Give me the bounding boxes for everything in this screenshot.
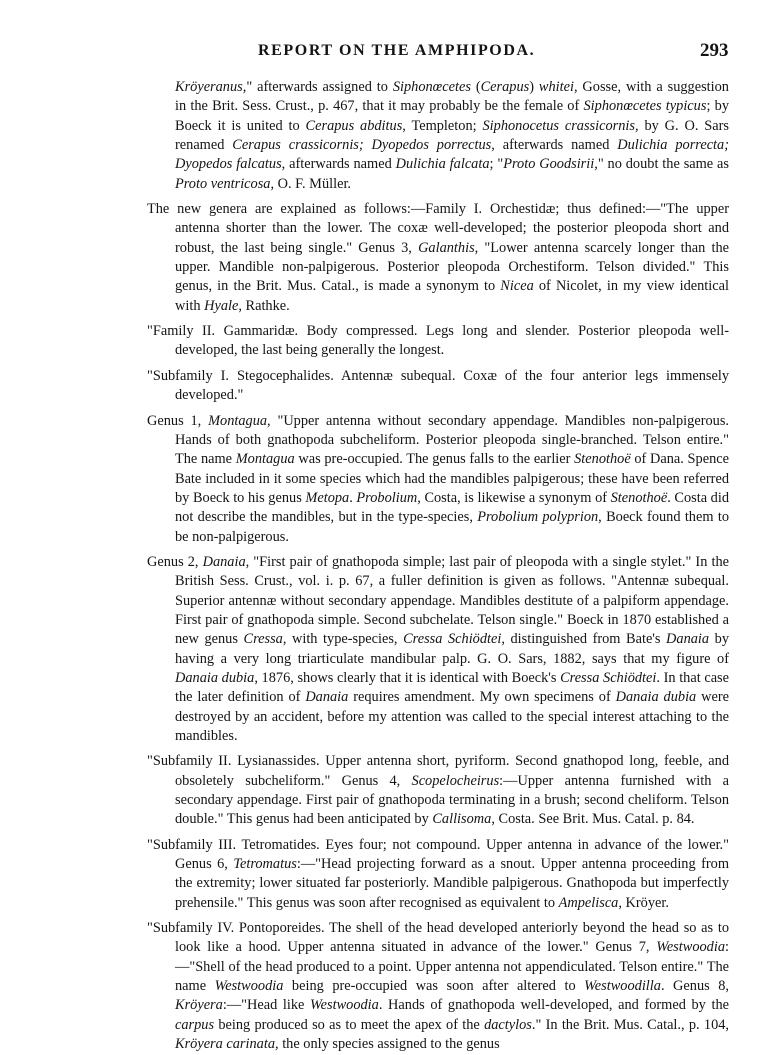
text-run: , "Lower antenna scarcely longer than the upper. Mandible non-palpigerous. Posterior pleopoda Orchestiform. Telson divided." This genus, in the Brit. Mus. Catal., is made a synonym to — [175, 239, 729, 295]
italic-run: Tetromatus — [233, 856, 297, 873]
italic-run: Montagua — [208, 412, 268, 429]
italic-run: Cressa Schiödtei — [403, 631, 502, 648]
italic-run: Probolium — [356, 489, 418, 506]
paragraph — [147, 553, 729, 746]
italic-run: Cressa Schiödtei — [560, 669, 657, 686]
text-run: :—Upper antenna furnished with a secondary appendage. First pair of gnathopoda terminating in a brush; second cheliform. Telson double." This genus had been anticipated by — [175, 772, 729, 828]
italic-run: Proto Goodsirii, — [503, 156, 598, 173]
text-run: of Dana. Spence Bate included in it some species which had the mandibles palpigerous; these have been referred by Boeck to his genus — [175, 451, 729, 506]
text-run: ( — [470, 79, 481, 95]
italic-run: Cerapus crassicornis; Dyopedos porrectus — [232, 137, 492, 154]
italic-run: Danaia — [305, 689, 349, 706]
italic-run: Galanthis — [418, 239, 475, 256]
italic-run: Metopa — [305, 489, 350, 506]
text-run: , by G. O. Sars renamed — [175, 117, 729, 154]
italic-run: Cerapus — [480, 79, 530, 95]
text-run: of Nicolet, in my view identical with — [175, 278, 729, 314]
italic-run: Probolium polyprion — [477, 509, 599, 526]
italic-run: Stenothoë — [610, 489, 668, 506]
italic-run: Siphonœcetes — [392, 79, 471, 95]
text-run: Genus 1, — [147, 412, 209, 429]
italic-run: Kröyera — [175, 997, 223, 1014]
text-run: , 1876, shows clearly that it is identical with Boeck's — [254, 669, 561, 686]
italic-run: Hyale — [204, 297, 239, 314]
italic-run: Ampelisca — [558, 894, 619, 911]
text-run: requires amendment. My own specimens of — [348, 689, 616, 706]
italic-run: Dulichia falcata — [395, 156, 490, 173]
text-run: , O. F. Müller. — [270, 175, 352, 192]
italic-run: Westwoodilla — [584, 978, 661, 995]
italic-run: Westwoodia — [214, 978, 284, 995]
text-run: , Gosse, with a suggestion in the Brit. Sess. Crust., p. 467, that it may probably be the female of — [175, 79, 729, 115]
text-run: , Costa, is likewise a synonym of — [417, 489, 611, 506]
text-run: " no doubt the same as — [597, 156, 729, 173]
text-run: , afterwards named — [491, 137, 618, 154]
text-run: "Subfamily I. Stegocephalides. Antennæ subequal. Coxæ of the four anterior legs immensely developed." — [147, 367, 729, 404]
italic-run: carpus — [175, 1016, 215, 1033]
text-run: ; by Boeck it is united to — [175, 98, 729, 134]
text-run: ; " — [489, 156, 504, 173]
italic-run: whitei — [538, 79, 574, 95]
text-run: Genus 2, — [147, 553, 203, 570]
text-run: . Genus 8, — [660, 978, 729, 995]
italic-run: Stenothoë — [574, 451, 631, 468]
paragraph — [147, 752, 729, 829]
text-run: being pre-occupied was soon after altered to — [283, 978, 585, 995]
running-title: REPORT ON THE AMPHIPODA. — [258, 42, 536, 59]
italic-run: Callisoma — [432, 811, 492, 828]
italic-run: Kröyeranus, — [175, 79, 247, 95]
paragraph — [147, 412, 729, 547]
text-run: "Subfamily II. Lysianassides. Upper antenna short, pyriform. Second gnathopod long, feeble, and obsoletely subcheliform." Genus 4, — [147, 753, 729, 789]
italic-run: Danaia dubia — [615, 689, 697, 706]
text-run: , Costa. See Brit. Mus. Catal. p. 84. — [491, 811, 695, 828]
italic-run: Nicea — [500, 278, 534, 295]
text-run: "Subfamily IV. Pontoporeides. The shell of the head developed anteriorly beyond the head so as to look like a hood. Upper antenna situated in advance of the lower." Genus 7, — [147, 920, 729, 956]
italic-run: Danaia dubia — [175, 669, 255, 686]
paragraph — [147, 919, 729, 1054]
text-run: , the only species assigned to the genus — [275, 1036, 500, 1053]
text-run: :—"Shell of the head produced to a point. Upper antenna not appendiculated. Telson entire." The name — [175, 939, 729, 995]
italic-run: dactylos — [484, 1016, 532, 1033]
paragraph — [147, 200, 729, 316]
italic-run: Scopelocheirus — [411, 772, 500, 789]
text-run: , Rathke. — [238, 297, 290, 314]
text-run: :—"Head projecting forward as a snout. Upper antenna proceeding from the extremity; lower situated far posteriorly. Mandible palpigerous. Gnathopoda but imperfectly prehensile." This genus was soon after recognised as equivalent to — [175, 856, 729, 911]
text-run: , afterwards named — [281, 156, 396, 173]
text-run: , Templeton; — [402, 117, 483, 134]
text-run: . — [349, 489, 357, 506]
italic-run: Proto ventricosa — [175, 175, 271, 192]
italic-run: Montagua — [235, 451, 295, 468]
italic-run: Westwoodia — [310, 997, 379, 1014]
italic-run: Westwoodia — [656, 939, 725, 956]
text-run: were destroyed by an accident, before my attention was called to the special interest attaching to the mandibles. — [175, 689, 729, 744]
italic-run: Danaia — [202, 553, 246, 570]
italic-run: Danaia — [666, 631, 710, 648]
italic-run: Cressa — [243, 631, 283, 648]
paragraph — [147, 78, 729, 194]
text-run: The new genera are explained as follows:—Family I. Orchestidæ; thus defined:—"The upper antenna shorter than the lower. The coxæ well-developed; the posterior pleopoda short and robust, the last being single." Genus 3, — [147, 201, 729, 256]
italic-run: Kröyera carinata — [175, 1036, 276, 1053]
paragraph — [147, 322, 729, 361]
italic-run: Dulichia porrecta; Dyopedos falcatus — [175, 137, 729, 173]
text-run: , "First pair of gnathopoda simple; last pair of pleopoda with a single stylet." In the British Sess. Crust., vol. i. p. 67, a fuller definition is given as follows. "Antennæ subequal. Superior antennæ without secondary appendage. Mandibles destitute of a palpiform appendage. First pair of gnathopoda simple. Second subchelate. Telson single." Boeck in 1870 established a new genus — [175, 553, 729, 648]
text-run: . Hands of gnathopoda well-developed, and formed by the — [378, 997, 729, 1014]
italic-run: Siphonocetus crassicornis — [482, 117, 635, 134]
text-run: was pre-occupied. The genus falls to the earlier — [294, 451, 575, 468]
paragraph — [147, 836, 729, 913]
text-run: , with type-species, — [282, 631, 404, 648]
text-run: . In that case the later definition of — [175, 669, 730, 706]
text-run: ." In the Brit. Mus. Catal., p. 104, — [531, 1016, 729, 1033]
text-run: , Boeck found them to be non-palpigerous. — [175, 509, 729, 545]
text-run: , distinguished from Bate's — [501, 631, 667, 648]
text-run: " afterwards assigned to — [246, 79, 393, 95]
text-run: by having a very long triarticulate mandibular palp. G. O. Sars, 1882, says that my figure of — [175, 631, 729, 667]
text-run: ) — [529, 79, 539, 95]
text-run: "Subfamily III. Tetromatides. Eyes four; not compound. Upper antenna in advance of the lower." Genus 6, — [147, 836, 729, 873]
paragraph — [147, 367, 729, 406]
text-run: , Kröyer. — [618, 894, 669, 911]
text-run: . Costa did not describe the mandibles, but in the type-species, — [175, 489, 730, 526]
text-run: , "Upper antenna without secondary appendage. Mandibles non-palpigerous. Hands of both gnathopoda subcheliform. Posterior pleopoda single-branched. Telson entire." The name — [175, 412, 729, 468]
text-run: :—"Head like — [222, 997, 311, 1014]
text-run: "Family II. Gammaridæ. Body compressed. Legs long and slender. Posterior pleopoda well-developed, the last being generally the longest. — [147, 323, 729, 359]
text-run: being produced so as to meet the apex of the — [214, 1016, 485, 1033]
italic-run: Siphonœcetes typicus — [583, 98, 707, 115]
page-number: 293 — [700, 40, 729, 61]
italic-run: Cerapus abditus — [305, 117, 403, 134]
body-text — [147, 78, 729, 1055]
